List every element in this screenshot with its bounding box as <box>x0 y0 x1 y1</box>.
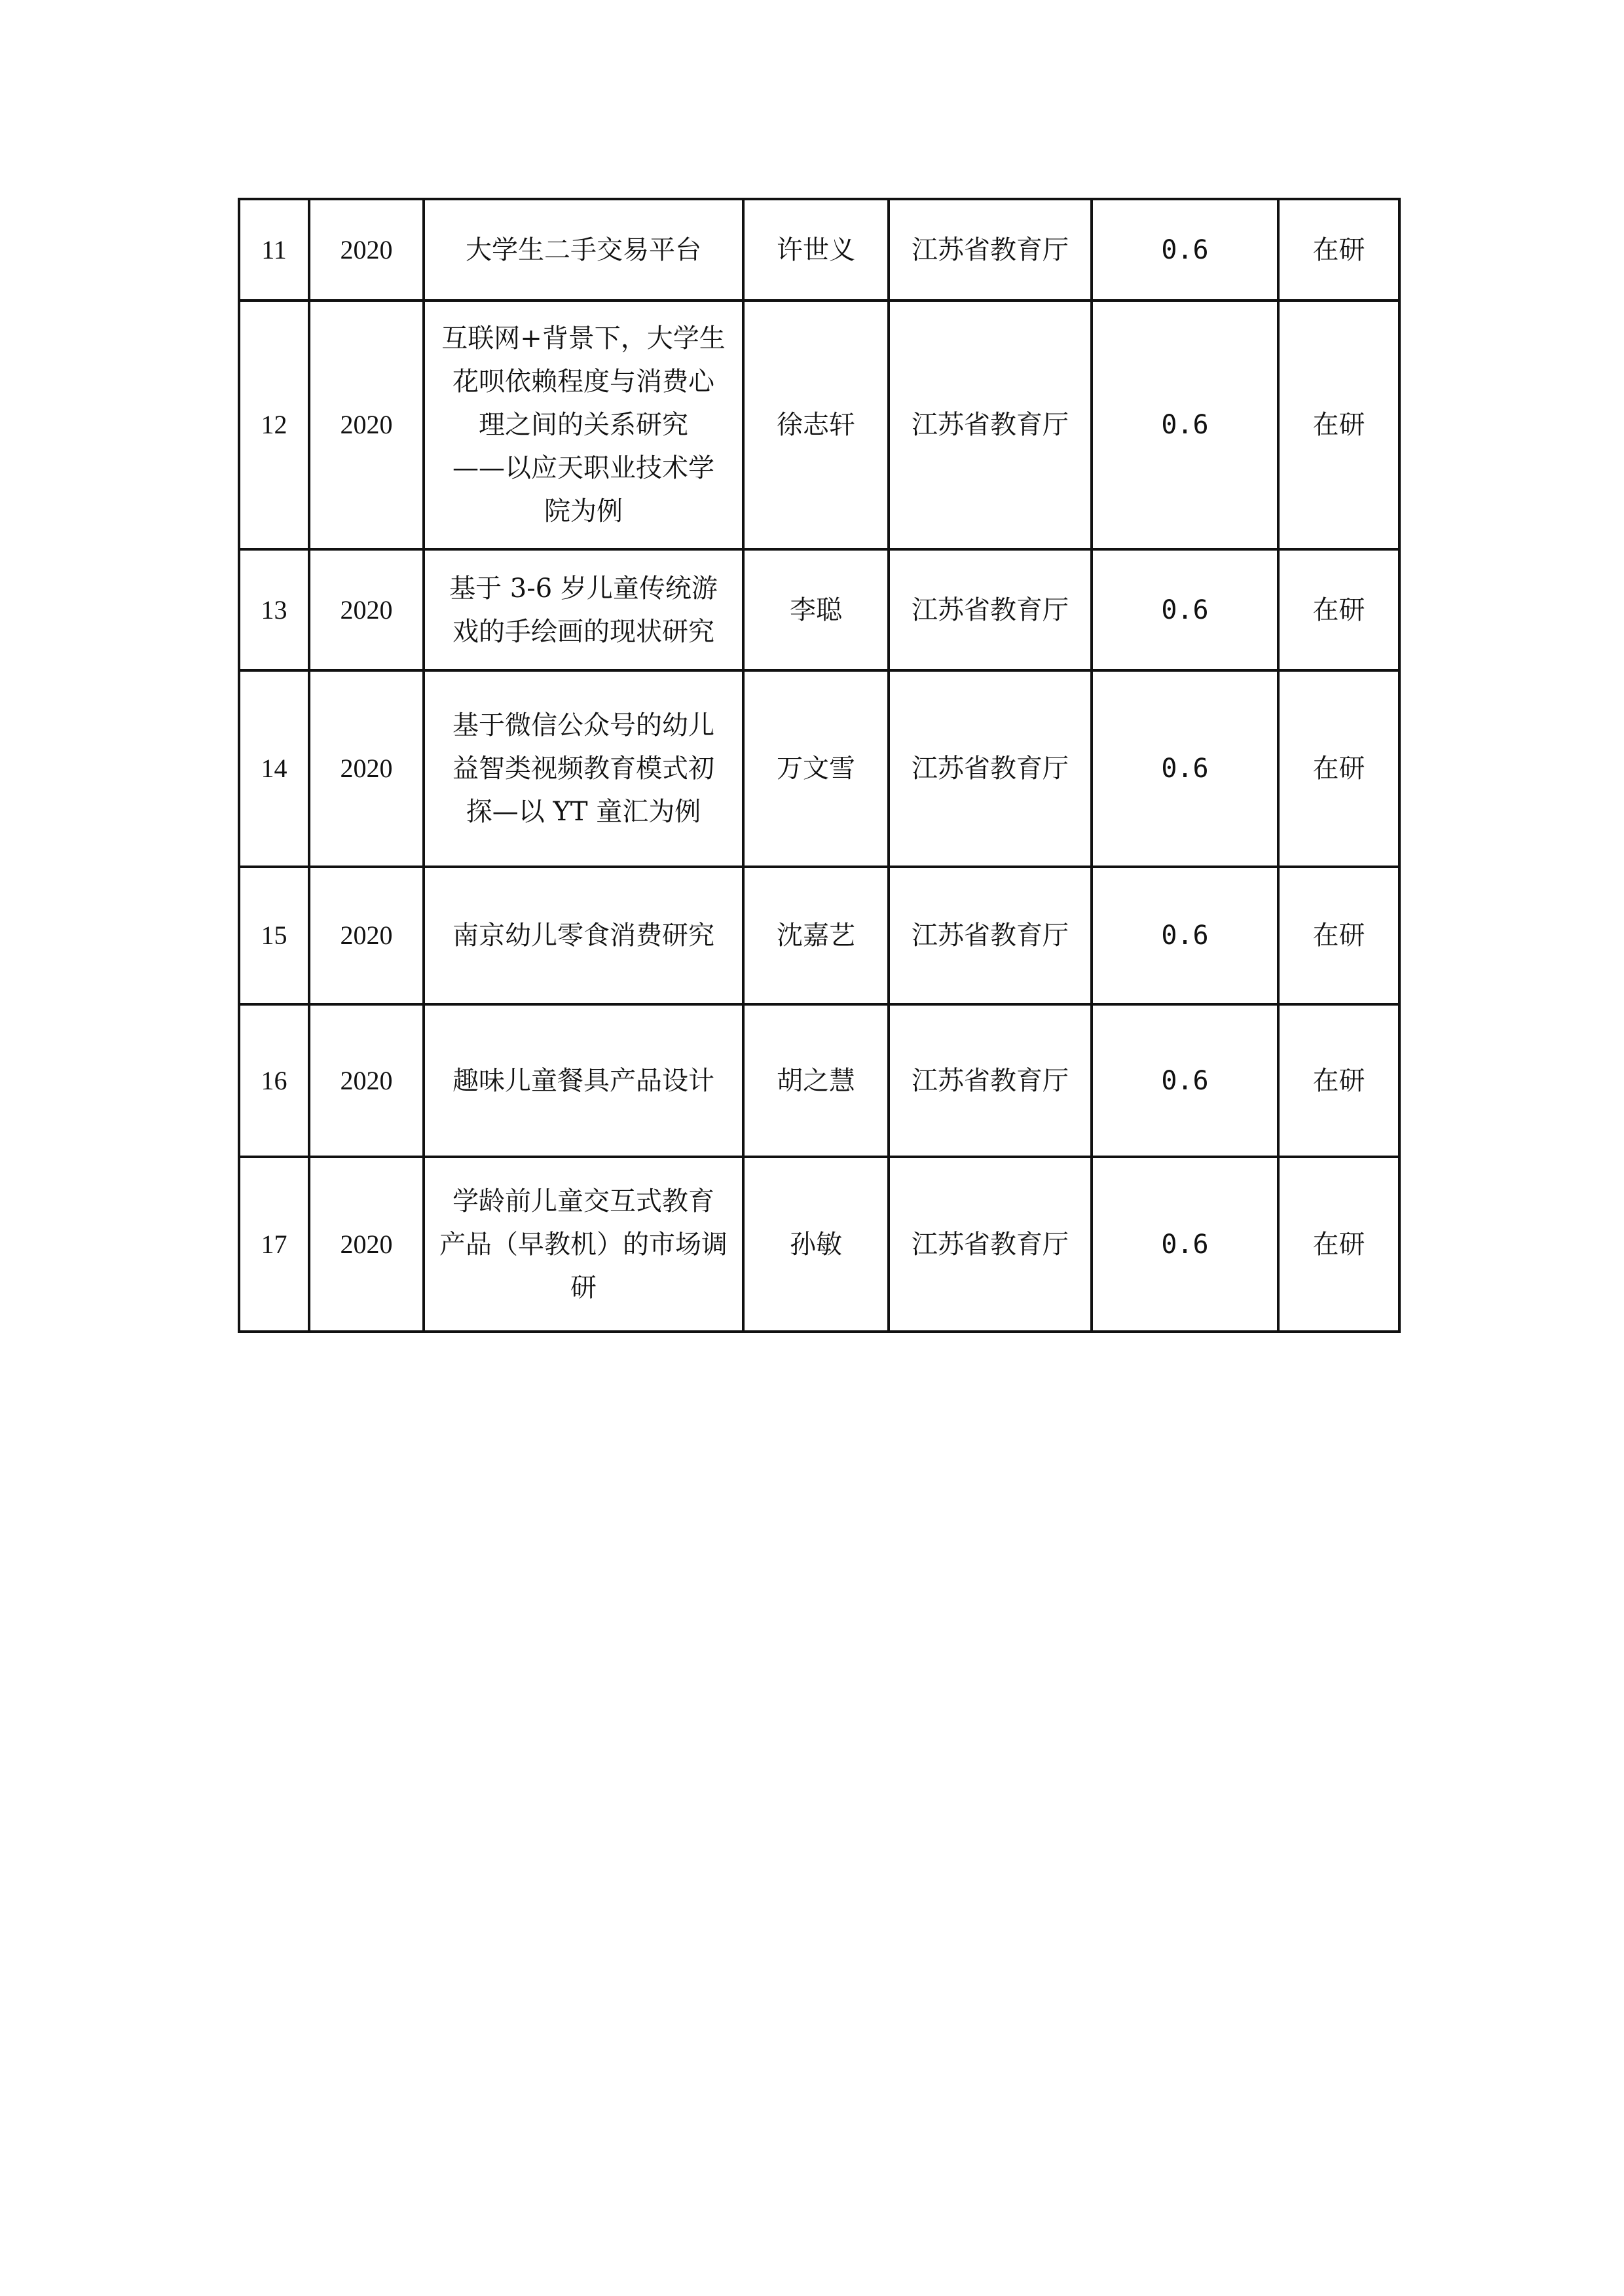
project-title-line: 院为例 <box>544 496 623 526</box>
project-status: 在研 <box>1278 549 1399 670</box>
row-number: 14 <box>239 670 309 867</box>
project-leader: 李聪 <box>743 549 889 670</box>
table-row <box>239 1004 1399 1157</box>
project-title-line: 南京幼儿零食消费研究 <box>452 920 714 951</box>
funding-agency: 江苏省教育厅 <box>889 301 1092 549</box>
project-status: 在研 <box>1278 1157 1399 1332</box>
funding-agency: 江苏省教育厅 <box>889 1004 1092 1157</box>
funding-amount: 0.6 <box>1092 549 1278 670</box>
project-title-line: 戏的手绘画的现状研究 <box>452 616 714 647</box>
funding-agency: 江苏省教育厅 <box>889 670 1092 867</box>
table-row <box>239 1157 1399 1332</box>
funding-amount: 0.6 <box>1092 1157 1278 1332</box>
project-title-line: 学龄前儿童交互式教育 <box>452 1186 714 1216</box>
project-year: 2020 <box>309 670 424 867</box>
project-title-line: 基于 3-6 岁儿童传统游 <box>449 573 718 604</box>
project-title-line: 趣味儿童餐具产品设计 <box>452 1065 714 1096</box>
project-year: 2020 <box>309 1157 424 1332</box>
project-title <box>424 1157 743 1332</box>
row-number: 16 <box>239 1004 309 1157</box>
funding-agency: 江苏省教育厅 <box>889 1157 1092 1332</box>
project-status: 在研 <box>1278 670 1399 867</box>
project-title <box>424 199 743 301</box>
project-title-line: ——以应天职业技术学 <box>452 453 714 483</box>
project-leader: 徐志轩 <box>743 301 889 549</box>
project-leader: 沈嘉艺 <box>743 867 889 1004</box>
project-table <box>238 198 1401 1333</box>
funding-amount: 0.6 <box>1092 1004 1278 1157</box>
project-title-line: 基于微信公众号的幼儿 <box>452 710 714 740</box>
project-title-line: 大学生二手交易平台 <box>466 234 701 265</box>
funding-amount: 0.6 <box>1092 867 1278 1004</box>
table-row <box>239 301 1399 549</box>
project-status: 在研 <box>1278 301 1399 549</box>
project-year: 2020 <box>309 867 424 1004</box>
project-year: 2020 <box>309 199 424 301</box>
project-title-line: 产品（早教机）的市场调 <box>439 1229 728 1260</box>
project-leader: 胡之慧 <box>743 1004 889 1157</box>
project-leader: 孙敏 <box>743 1157 889 1332</box>
project-status: 在研 <box>1278 867 1399 1004</box>
project-title <box>424 301 743 549</box>
funding-amount: 0.6 <box>1092 670 1278 867</box>
row-number: 12 <box>239 301 309 549</box>
table-row <box>239 549 1399 670</box>
funding-agency: 江苏省教育厅 <box>889 867 1092 1004</box>
project-leader: 许世义 <box>743 199 889 301</box>
funding-amount: 0.6 <box>1092 301 1278 549</box>
project-title-line: 研 <box>570 1272 597 1303</box>
project-leader: 万文雪 <box>743 670 889 867</box>
project-title-line: 探—以 YT 童汇为例 <box>466 797 701 827</box>
project-title <box>424 670 743 867</box>
project-title <box>424 1004 743 1157</box>
row-number: 17 <box>239 1157 309 1332</box>
funding-amount: 0.6 <box>1092 199 1278 301</box>
row-number: 13 <box>239 549 309 670</box>
project-year: 2020 <box>309 301 424 549</box>
project-year: 2020 <box>309 1004 424 1157</box>
project-title-line: 互联网+背景下，大学生 <box>441 323 726 354</box>
project-status: 在研 <box>1278 1004 1399 1157</box>
project-title-line: 理之间的关系研究 <box>479 410 688 440</box>
table-row <box>239 199 1399 301</box>
row-number: 11 <box>239 199 309 301</box>
project-title-line: 益智类视频教育模式初 <box>452 754 714 784</box>
project-year: 2020 <box>309 549 424 670</box>
project-title <box>424 549 743 670</box>
funding-agency: 江苏省教育厅 <box>889 199 1092 301</box>
project-status: 在研 <box>1278 199 1399 301</box>
table-row <box>239 670 1399 867</box>
table-row <box>239 867 1399 1004</box>
funding-agency: 江苏省教育厅 <box>889 549 1092 670</box>
project-title <box>424 867 743 1004</box>
row-number: 15 <box>239 867 309 1004</box>
project-title-line: 花呗依赖程度与消费心 <box>452 367 714 397</box>
